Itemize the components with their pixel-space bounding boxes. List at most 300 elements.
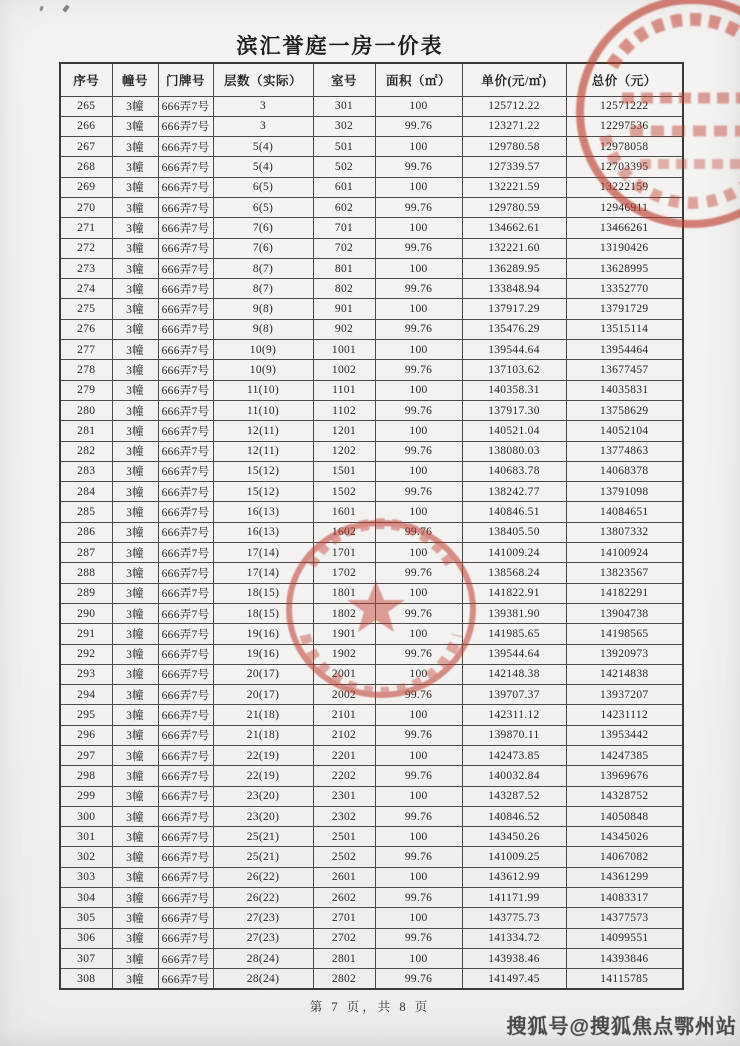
table-cell: 9(8)	[213, 319, 313, 339]
table-cell: 14377573	[566, 908, 683, 928]
table-cell: 99.76	[375, 563, 462, 583]
table-cell: 99.76	[375, 522, 462, 542]
table-cell: 295	[60, 705, 112, 725]
table-cell: 14083317	[566, 888, 683, 908]
table-cell: 1201	[313, 421, 375, 441]
table-cell: 3幢	[112, 197, 158, 217]
table-row	[60, 847, 683, 867]
table-cell: 293	[60, 664, 112, 684]
table-cell: 2802	[313, 969, 375, 989]
table-cell: 99.76	[375, 969, 462, 989]
table-cell: 100	[375, 664, 462, 684]
table-cell: 16(13)	[213, 522, 313, 542]
table-cell: 3幢	[112, 766, 158, 786]
table-cell: 666弄7号	[158, 116, 213, 136]
table-cell: 501	[313, 137, 375, 157]
table-cell: 666弄7号	[158, 583, 213, 603]
table-cell: 8(7)	[213, 279, 313, 299]
table-cell: 2801	[313, 948, 375, 968]
table-cell: 5(4)	[213, 137, 313, 157]
table-cell: 13807332	[566, 522, 683, 542]
table-row	[60, 177, 683, 197]
table-cell: 99.76	[375, 197, 462, 217]
table-cell: 99.76	[375, 482, 462, 502]
table-cell: 3幢	[112, 705, 158, 725]
table-cell: 11(10)	[213, 380, 313, 400]
table-cell: 1502	[313, 482, 375, 502]
table-cell: 13954464	[566, 340, 683, 360]
table-cell: 139544.64	[462, 644, 566, 664]
table-cell: 14099551	[566, 928, 683, 948]
table-cell: 298	[60, 766, 112, 786]
table-cell: 2001	[313, 664, 375, 684]
table-cell: 666弄7号	[158, 624, 213, 644]
table-cell: 7(6)	[213, 218, 313, 238]
table-cell: 15(12)	[213, 461, 313, 481]
table-cell: 666弄7号	[158, 786, 213, 806]
page-number: 第 7 页，共 8 页	[309, 1000, 431, 1014]
table-cell: 12297536	[566, 116, 683, 136]
table-cell: 265	[60, 96, 112, 116]
table-cell: 100	[375, 380, 462, 400]
scan-artifact	[39, 6, 44, 12]
table-cell: 13352770	[566, 279, 683, 299]
table-cell: 3幢	[112, 279, 158, 299]
table-cell: 28(24)	[213, 948, 313, 968]
table-cell: 16(13)	[213, 502, 313, 522]
table-cell: 666弄7号	[158, 279, 213, 299]
table-row	[60, 644, 683, 664]
table-cell: 602	[313, 197, 375, 217]
table-cell: 666弄7号	[158, 664, 213, 684]
table-cell: 666弄7号	[158, 177, 213, 197]
table-cell: 267	[60, 137, 112, 157]
table-cell: 1602	[313, 522, 375, 542]
table-cell: 13758629	[566, 400, 683, 420]
table-cell: 142148.38	[462, 664, 566, 684]
table-row	[60, 137, 683, 157]
table-cell: 141009.25	[462, 847, 566, 867]
table-cell: 13222159	[566, 177, 683, 197]
table-cell: 3幢	[112, 360, 158, 380]
table-cell: 2102	[313, 725, 375, 745]
table-cell: 304	[60, 888, 112, 908]
table-cell: 25(21)	[213, 847, 313, 867]
table-cell: 3幢	[112, 177, 158, 197]
table-cell: 302	[313, 116, 375, 136]
table-cell: 21(18)	[213, 725, 313, 745]
table-cell: 141009.24	[462, 543, 566, 563]
table-cell: 3幢	[112, 908, 158, 928]
table-cell: 3幢	[112, 664, 158, 684]
table-cell: 3幢	[112, 644, 158, 664]
table-cell: 135476.29	[462, 319, 566, 339]
table-cell: 1601	[313, 502, 375, 522]
table-row	[60, 908, 683, 928]
table-cell: 2701	[313, 908, 375, 928]
table-cell: 3幢	[112, 380, 158, 400]
table-cell: 100	[375, 948, 462, 968]
table-cell: 666弄7号	[158, 319, 213, 339]
table-cell: 3幢	[112, 522, 158, 542]
table-cell: 10(9)	[213, 340, 313, 360]
table-cell: 140032.84	[462, 766, 566, 786]
table-cell: 13969676	[566, 766, 683, 786]
table-row	[60, 96, 683, 116]
table-row	[60, 867, 683, 887]
table-cell: 143450.26	[462, 827, 566, 847]
table-cell: 140521.04	[462, 421, 566, 441]
table-row	[60, 766, 683, 786]
table-cell: 100	[375, 218, 462, 238]
table-cell: 305	[60, 908, 112, 928]
table-cell: 143612.99	[462, 867, 566, 887]
table-cell: 2301	[313, 786, 375, 806]
table-cell: 301	[60, 827, 112, 847]
table-row	[60, 928, 683, 948]
table-cell: 5(4)	[213, 157, 313, 177]
table-cell: 14182291	[566, 583, 683, 603]
table-row	[60, 421, 683, 441]
table-cell: 1001	[313, 340, 375, 360]
table-cell: 17(14)	[213, 563, 313, 583]
column-header: 室号	[313, 63, 375, 96]
table-cell: 502	[313, 157, 375, 177]
table-cell: 294	[60, 685, 112, 705]
table-row	[60, 522, 683, 542]
table-cell: 22(19)	[213, 766, 313, 786]
table-cell: 666弄7号	[158, 299, 213, 319]
table-cell: 14084651	[566, 502, 683, 522]
table-cell: 100	[375, 543, 462, 563]
table-cell: 2702	[313, 928, 375, 948]
table-cell: 100	[375, 177, 462, 197]
table-cell: 141497.45	[462, 969, 566, 989]
table-cell: 13190426	[566, 238, 683, 258]
table-cell: 13628995	[566, 258, 683, 278]
table-row	[60, 461, 683, 481]
table-cell: 3幢	[112, 928, 158, 948]
scan-artifact	[62, 5, 69, 13]
table-cell: 3幢	[112, 685, 158, 705]
table-cell: 666弄7号	[158, 258, 213, 278]
table-cell: 3幢	[112, 238, 158, 258]
table-cell: 666弄7号	[158, 543, 213, 563]
table-cell: 666弄7号	[158, 197, 213, 217]
table-cell: 289	[60, 583, 112, 603]
table-cell: 14052104	[566, 421, 683, 441]
table-cell: 666弄7号	[158, 157, 213, 177]
table-cell: 100	[375, 624, 462, 644]
table-cell: 99.76	[375, 847, 462, 867]
table-cell: 301	[313, 96, 375, 116]
table-cell: 14067082	[566, 847, 683, 867]
table-cell: 14247385	[566, 746, 683, 766]
table-cell: 3幢	[112, 888, 158, 908]
column-header: 总价（元）	[566, 63, 683, 96]
table-cell: 666弄7号	[158, 522, 213, 542]
table-cell: 666弄7号	[158, 969, 213, 989]
table-cell: 99.76	[375, 644, 462, 664]
table-cell: 296	[60, 725, 112, 745]
table-cell: 666弄7号	[158, 644, 213, 664]
table-cell: 142311.12	[462, 705, 566, 725]
table-cell: 141171.99	[462, 888, 566, 908]
table-cell: 99.76	[375, 319, 462, 339]
table-cell: 3	[213, 96, 313, 116]
table-cell: 26(22)	[213, 867, 313, 887]
table-cell: 275	[60, 299, 112, 319]
table-cell: 3幢	[112, 867, 158, 887]
table-cell: 10(9)	[213, 360, 313, 380]
table-row	[60, 340, 683, 360]
table-cell: 15(12)	[213, 482, 313, 502]
table-cell: 99.76	[375, 888, 462, 908]
table-cell: 666弄7号	[158, 725, 213, 745]
table-cell: 99.76	[375, 928, 462, 948]
table-cell: 271	[60, 218, 112, 238]
table-cell: 138080.03	[462, 441, 566, 461]
table-cell: 14214838	[566, 664, 683, 684]
table-cell: 100	[375, 96, 462, 116]
table-row	[60, 380, 683, 400]
column-header: 单价(元/㎡)	[462, 63, 566, 96]
table-cell: 303	[60, 867, 112, 887]
table-cell: 291	[60, 624, 112, 644]
table-cell: 666弄7号	[158, 827, 213, 847]
table-cell: 136289.95	[462, 258, 566, 278]
table-cell: 302	[60, 847, 112, 867]
table-cell: 666弄7号	[158, 746, 213, 766]
table-cell: 666弄7号	[158, 137, 213, 157]
table-cell: 3幢	[112, 96, 158, 116]
table-cell: 13823567	[566, 563, 683, 583]
table-cell: 273	[60, 258, 112, 278]
table-cell: 11(10)	[213, 400, 313, 420]
table-cell: 27(23)	[213, 908, 313, 928]
table-cell: 666弄7号	[158, 766, 213, 786]
table-cell: 138568.24	[462, 563, 566, 583]
table-cell: 99.76	[375, 766, 462, 786]
table-cell: 13920973	[566, 644, 683, 664]
table-cell: 13466261	[566, 218, 683, 238]
table-cell: 6(5)	[213, 177, 313, 197]
table-cell: 100	[375, 299, 462, 319]
table-cell: 299	[60, 786, 112, 806]
table-cell: 23(20)	[213, 786, 313, 806]
table-cell: 1702	[313, 563, 375, 583]
table-cell: 901	[313, 299, 375, 319]
table-row	[60, 969, 683, 989]
table-cell: 12946911	[566, 197, 683, 217]
table-cell: 666弄7号	[158, 908, 213, 928]
column-header: 层数（实际）	[213, 63, 313, 96]
table-cell: 27(23)	[213, 928, 313, 948]
table-cell: 300	[60, 806, 112, 826]
table-cell: 1101	[313, 380, 375, 400]
table-cell: 12(11)	[213, 441, 313, 461]
table-cell: 281	[60, 421, 112, 441]
table-cell: 127339.57	[462, 157, 566, 177]
table-cell: 3幢	[112, 948, 158, 968]
table-row	[60, 116, 683, 136]
table-cell: 17(14)	[213, 543, 313, 563]
table-cell: 134662.61	[462, 218, 566, 238]
table-cell: 270	[60, 197, 112, 217]
table-cell: 129780.59	[462, 197, 566, 217]
table-cell: 9(8)	[213, 299, 313, 319]
table-cell: 100	[375, 340, 462, 360]
table-cell: 13515114	[566, 319, 683, 339]
table-cell: 287	[60, 543, 112, 563]
table-cell: 141985.65	[462, 624, 566, 644]
table-cell: 132221.59	[462, 177, 566, 197]
table-cell: 14050848	[566, 806, 683, 826]
table-cell: 3幢	[112, 543, 158, 563]
table-cell: 1901	[313, 624, 375, 644]
table-cell: 100	[375, 461, 462, 481]
table-cell: 1902	[313, 644, 375, 664]
table-cell: 28(24)	[213, 969, 313, 989]
table-row	[60, 197, 683, 217]
table-cell: 3幢	[112, 258, 158, 278]
column-header: 序号	[60, 63, 112, 96]
table-cell: 14393846	[566, 948, 683, 968]
table-row	[60, 786, 683, 806]
table-cell: 2601	[313, 867, 375, 887]
table-cell: 12703395	[566, 157, 683, 177]
table-cell: 100	[375, 867, 462, 887]
table-cell: 285	[60, 502, 112, 522]
table-cell: 702	[313, 238, 375, 258]
table-cell: 139544.64	[462, 340, 566, 360]
table-cell: 666弄7号	[158, 603, 213, 623]
table-cell: 284	[60, 482, 112, 502]
table-cell: 3幢	[112, 969, 158, 989]
table-cell: 3幢	[112, 786, 158, 806]
table-cell: 3幢	[112, 847, 158, 867]
table-cell: 666弄7号	[158, 380, 213, 400]
table-cell: 3幢	[112, 319, 158, 339]
table-cell: 14198565	[566, 624, 683, 644]
table-cell: 282	[60, 441, 112, 461]
table-row	[60, 400, 683, 420]
table-cell: 133848.94	[462, 279, 566, 299]
table-cell: 277	[60, 340, 112, 360]
watermark: 搜狐号@搜狐焦点鄂州站	[506, 1016, 737, 1038]
table-row	[60, 685, 683, 705]
table-cell: 666弄7号	[158, 888, 213, 908]
table-cell: 14035831	[566, 380, 683, 400]
table-cell: 1802	[313, 603, 375, 623]
table-cell: 12(11)	[213, 421, 313, 441]
table-row	[60, 583, 683, 603]
table-cell: 666弄7号	[158, 705, 213, 725]
table-cell: 3幢	[112, 421, 158, 441]
table-cell: 99.76	[375, 603, 462, 623]
table-cell: 12571222	[566, 96, 683, 116]
table-cell: 3幢	[112, 746, 158, 766]
table-header-row	[60, 63, 683, 96]
table-cell: 19(16)	[213, 624, 313, 644]
table-cell: 286	[60, 522, 112, 542]
table-cell: 99.76	[375, 685, 462, 705]
table-cell: 276	[60, 319, 112, 339]
table-cell: 100	[375, 258, 462, 278]
table-cell: 2502	[313, 847, 375, 867]
table-cell: 292	[60, 644, 112, 664]
table-cell: 20(17)	[213, 685, 313, 705]
table-cell: 13904738	[566, 603, 683, 623]
table-row	[60, 603, 683, 623]
table-cell: 3幢	[112, 482, 158, 502]
table-cell: 802	[313, 279, 375, 299]
table-cell: 290	[60, 603, 112, 623]
table-cell: 666弄7号	[158, 928, 213, 948]
table-cell: 19(16)	[213, 644, 313, 664]
table-cell: 21(18)	[213, 705, 313, 725]
table-row	[60, 827, 683, 847]
table-row	[60, 725, 683, 745]
table-cell: 2002	[313, 685, 375, 705]
table-cell: 3幢	[112, 400, 158, 420]
table-cell: 3幢	[112, 340, 158, 360]
table-cell: 666弄7号	[158, 563, 213, 583]
table-cell: 3幢	[112, 116, 158, 136]
table-cell: 278	[60, 360, 112, 380]
table-row	[60, 218, 683, 238]
table-cell: 3幢	[112, 461, 158, 481]
table-cell: 13953442	[566, 725, 683, 745]
table-cell: 274	[60, 279, 112, 299]
table-cell: 3幢	[112, 441, 158, 461]
table-cell: 13774863	[566, 441, 683, 461]
table-cell: 26(22)	[213, 888, 313, 908]
table-cell: 1701	[313, 543, 375, 563]
table-cell: 137917.29	[462, 299, 566, 319]
table-cell: 601	[313, 177, 375, 197]
table-cell: 3幢	[112, 299, 158, 319]
table-cell: 308	[60, 969, 112, 989]
table-cell: 12978058	[566, 137, 683, 157]
table-cell: 99.76	[375, 441, 462, 461]
table-cell: 3	[213, 116, 313, 136]
table-cell: 2101	[313, 705, 375, 725]
table-cell: 1002	[313, 360, 375, 380]
table-cell: 3幢	[112, 157, 158, 177]
table-cell: 268	[60, 157, 112, 177]
table-cell: 137103.62	[462, 360, 566, 380]
table-cell: 2602	[313, 888, 375, 908]
table-cell: 125712.22	[462, 96, 566, 116]
table-cell: 14115785	[566, 969, 683, 989]
table-cell: 13791098	[566, 482, 683, 502]
table-cell: 138242.77	[462, 482, 566, 502]
table-cell: 14361299	[566, 867, 683, 887]
table-cell: 123271.22	[462, 116, 566, 136]
table-cell: 666弄7号	[158, 421, 213, 441]
table-cell: 99.76	[375, 806, 462, 826]
table-cell: 666弄7号	[158, 685, 213, 705]
table-cell: 306	[60, 928, 112, 948]
table-cell: 14345026	[566, 827, 683, 847]
table-cell: 2501	[313, 827, 375, 847]
table-cell: 100	[375, 827, 462, 847]
table-cell: 13791729	[566, 299, 683, 319]
table-cell: 13677457	[566, 360, 683, 380]
table-cell: 1801	[313, 583, 375, 603]
table-cell: 99.76	[375, 360, 462, 380]
